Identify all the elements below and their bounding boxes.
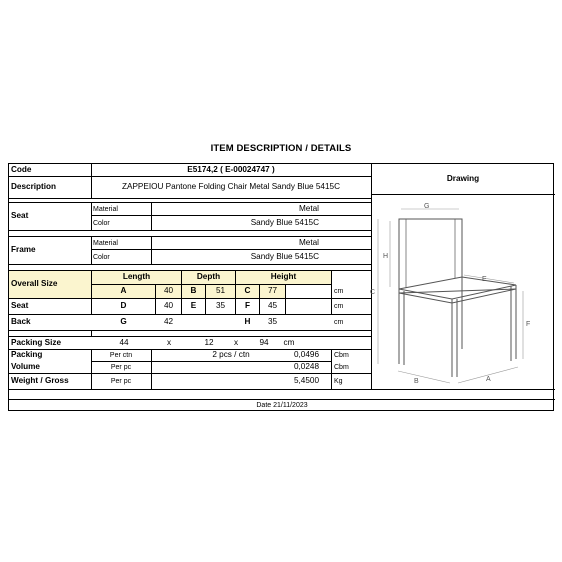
weight-value: 5,4500 [293,376,319,386]
packing-height: 94 [259,337,269,347]
dimension-h-value: 35 [267,317,278,327]
seat-color-label: Color [93,219,110,227]
dimension-h-letter: H [244,317,251,327]
packing-x2: x [233,337,239,347]
page-title: ITEM DESCRIPTION / DETAILS [210,143,352,154]
volume-per-ctn-value: 0,0496 [293,350,319,360]
drawing-label-b: B [414,378,419,385]
seat-size-label: Seat [11,301,29,311]
back-size-unit: cm [334,319,344,326]
weight-per-pc-label: Per pc [110,378,132,385]
code-value: E5174,2 ( E-00024747 ) [187,164,275,174]
seat-material-label: Material [93,205,118,213]
drawing-label-f: F [526,321,531,328]
dimension-c-value: 77 [260,285,285,298]
dimension-a-letter: A [92,285,155,298]
frame-material-value: Metal [298,237,319,247]
date-label: Date 21/11/2023 [256,402,308,409]
volume-per-pc-unit: Cbm [334,364,349,371]
weight-unit: Kg [334,378,343,385]
height-header: Height [236,271,331,284]
description-label: Description [11,182,57,192]
overall-size-label: Overall Size [9,271,91,298]
volume-per-pc-value: 0,0248 [293,362,319,372]
drawing-label-c: C [370,289,376,296]
drawing-label-e: E [482,276,487,283]
packing-label: Packing [11,350,43,360]
frame-material-label: Material [93,239,118,247]
dimension-b-letter: B [182,285,205,298]
drawing-label-a: A [486,376,491,383]
dimension-c-letter: C [236,285,259,298]
back-size-label: Back [11,317,31,327]
dimension-f-letter: F [244,301,250,311]
length-header: Length [92,271,181,284]
dimension-a-value: 40 [156,285,181,298]
seat-label: Seat [11,211,29,221]
seat-color-value: Sandy Blue 5415C [250,217,319,227]
code-label: Code [11,164,32,174]
volume-per-ctn-unit: Cbm [334,352,349,359]
weight-label: Weight / Gross [11,376,69,386]
dimension-f-value: 45 [267,301,278,311]
volume-per-ctn-label: Per ctn [109,352,133,359]
drawing-label-g: G [424,203,430,210]
chair-drawing [366,199,546,394]
frame-color-value: Sandy Blue 5415C [250,251,319,261]
dimension-e-value: 35 [215,301,226,311]
dimension-d-value: 40 [163,301,174,311]
packing-value: 2 pcs / ctn [212,350,250,360]
packing-width: 12 [204,337,214,347]
dimension-g-value: 42 [163,317,174,327]
dimension-e-letter: E [190,301,197,311]
depth-header: Depth [182,271,235,284]
volume-per-pc-label: Per pc [110,364,132,371]
seat-material-value: Metal [298,203,319,213]
dimension-b-value: 51 [206,285,235,298]
frame-label: Frame [11,245,36,255]
packing-size-unit: cm [283,337,295,347]
volume-label: Volume [11,362,40,372]
drawing-label: Drawing [446,173,480,183]
description-value: ZAPPEIOU Pantone Folding Chair Metal Sandy Blue 5415C [122,182,340,192]
packing-x1: x [166,337,172,347]
frame-color-label: Color [93,253,110,261]
dimension-g-letter: G [120,317,127,327]
packing-size-label: Packing Size [11,337,62,347]
overall-unit: cm [334,288,344,295]
packing-length: 44 [119,337,129,347]
drawing-label-h: H [383,253,389,260]
dimension-d-letter: D [120,301,127,311]
seat-size-unit: cm [334,303,344,310]
